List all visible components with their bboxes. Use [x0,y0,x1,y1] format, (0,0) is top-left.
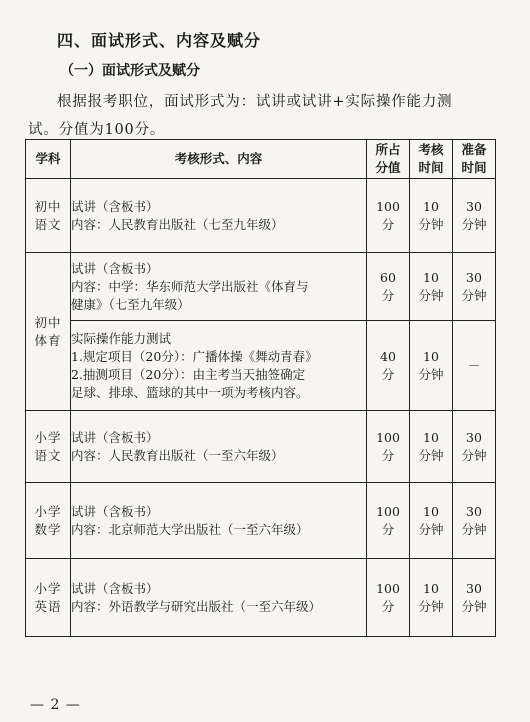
exam-time-cell [410,321,453,411]
content-cell [71,411,367,483]
score-cell [367,483,410,559]
exam-time-line: 10 [423,429,439,445]
prep-time-cell [453,179,496,253]
score-line: 分 [381,598,395,614]
subject-cell [26,253,71,411]
exam-time-line: 10 [423,503,439,519]
content-line: 内容：中学：华东师范大学出版社《体育与 [71,278,309,294]
content-line: 健康》（七至九年级） [71,296,190,312]
exam-time-cell [410,559,453,637]
exam-time-cell [410,411,453,483]
table-row [26,321,496,411]
prep-time-line: 30 [466,269,482,285]
content-line: 内容：北京师范大学出版社（一至六年级） [71,521,309,537]
header-exam-time [410,140,453,179]
prep-time-line: 分钟 [461,447,487,463]
score-line: 分 [381,447,395,463]
header-exam-time-line: 考核 [418,142,444,157]
paragraph-line-1: 根据报考职位，面试形式为：试讲或试讲+实际操作能力测 [57,94,453,110]
prep-time-cell [453,483,496,559]
subject-line: 小学 [34,429,62,445]
subject-line: 语文 [34,216,62,232]
header-score [367,140,410,179]
subject-cell [26,179,71,253]
content-line: 试讲（含板书） [71,260,159,276]
score-line: 100 [376,580,400,596]
prep-time-line: 30 [466,580,482,596]
table-row [26,411,496,483]
header-prep-time-line: 准备 [461,142,487,157]
score-line: 分 [381,521,395,537]
content-cell [71,483,367,559]
prep-time-cell [453,411,496,483]
table-row [26,559,496,637]
header-score-line: 所占 [375,142,401,157]
exam-time-line: 10 [423,269,439,285]
content-line: 内容：人民教育出版社（七至九年级） [71,216,284,232]
subject-line: 语文 [34,447,62,463]
exam-time-line: 分钟 [418,447,444,463]
exam-time-cell [410,483,453,559]
content-line: 试讲（含板书） [71,580,159,596]
score-line: 100 [376,429,400,445]
section-heading: 四、面试形式、内容及赋分 [57,31,262,50]
content-line: 2.抽测项目（20分）：由主考当天抽签确定 [71,366,306,382]
content-line: 试讲（含板书） [71,429,159,445]
prep-time-line: 分钟 [461,216,487,232]
header-subject: 学科 [26,140,71,179]
prep-time-line: － [467,357,481,373]
prep-time-line: 30 [466,503,482,519]
score-line: 分 [381,216,395,232]
score-line: 100 [376,198,400,214]
subject-line: 英语 [34,598,62,614]
prep-time-line: 分钟 [461,598,487,614]
paragraph-line-2: 试。分值为100分。 [28,122,166,138]
subject-line: 小学 [34,503,62,519]
header-prep-time-line: 时间 [461,160,487,175]
content-cell [71,253,367,321]
score-line: 分 [381,287,395,303]
header-score-line: 分值 [375,160,401,175]
content-line: 内容：外语教学与研究出版社（一至六年级） [71,598,322,614]
score-cell [367,253,410,321]
content-cell [71,179,367,253]
score-cell [367,559,410,637]
exam-time-line: 分钟 [418,598,444,614]
header-exam-time-line: 时间 [418,160,444,175]
score-line: 40 [380,348,396,364]
exam-time-line: 分钟 [418,216,444,232]
content-line: 内容：人民教育出版社（一至六年级） [71,447,284,463]
prep-time-line: 30 [466,429,482,445]
table-row [26,253,496,321]
interview-format-table [25,139,496,637]
subject-line: 小学 [34,580,62,596]
subject-line: 初中 [34,314,62,330]
score-line: 60 [380,269,396,285]
score-line: 分 [381,366,395,382]
header-content: 考核形式、内容 [71,140,367,179]
score-line: 100 [376,503,400,519]
exam-time-line: 分钟 [418,287,444,303]
page-number: — 2 — [30,697,81,713]
exam-time-cell [410,179,453,253]
exam-time-cell [410,253,453,321]
subject-cell [26,483,71,559]
score-cell [367,179,410,253]
prep-time-line: 30 [466,198,482,214]
subject-line: 初中 [34,198,62,214]
header-prep-time [453,140,496,179]
exam-time-line: 10 [423,348,439,364]
prep-time-cell [453,321,496,411]
content-cell [71,321,367,411]
content-line: 实际操作能力测试 [71,330,172,346]
content-line: 足球、排球、篮球的其中一项为考核内容。 [71,384,309,400]
score-cell [367,321,410,411]
table-row [26,179,496,253]
subject-line: 体育 [34,332,62,348]
table-header-row [26,140,496,179]
exam-time-line: 分钟 [418,521,444,537]
subject-cell [26,559,71,637]
score-cell [367,411,410,483]
prep-time-cell [453,559,496,637]
content-line: 试讲（含板书） [71,198,159,214]
content-line: 试讲（含板书） [71,503,159,519]
prep-time-line: 分钟 [461,287,487,303]
subject-line: 数学 [34,521,62,537]
content-cell [71,559,367,637]
prep-time-line: 分钟 [461,521,487,537]
subsection-heading: （一）面试形式及赋分 [60,63,200,79]
exam-time-line: 10 [423,580,439,596]
subject-cell [26,411,71,483]
table-row [26,483,496,559]
content-line: 1.规定项目（20分）：广播体操《舞动青春》 [71,348,318,364]
prep-time-cell [453,253,496,321]
exam-time-line: 分钟 [418,366,444,382]
exam-time-line: 10 [423,198,439,214]
